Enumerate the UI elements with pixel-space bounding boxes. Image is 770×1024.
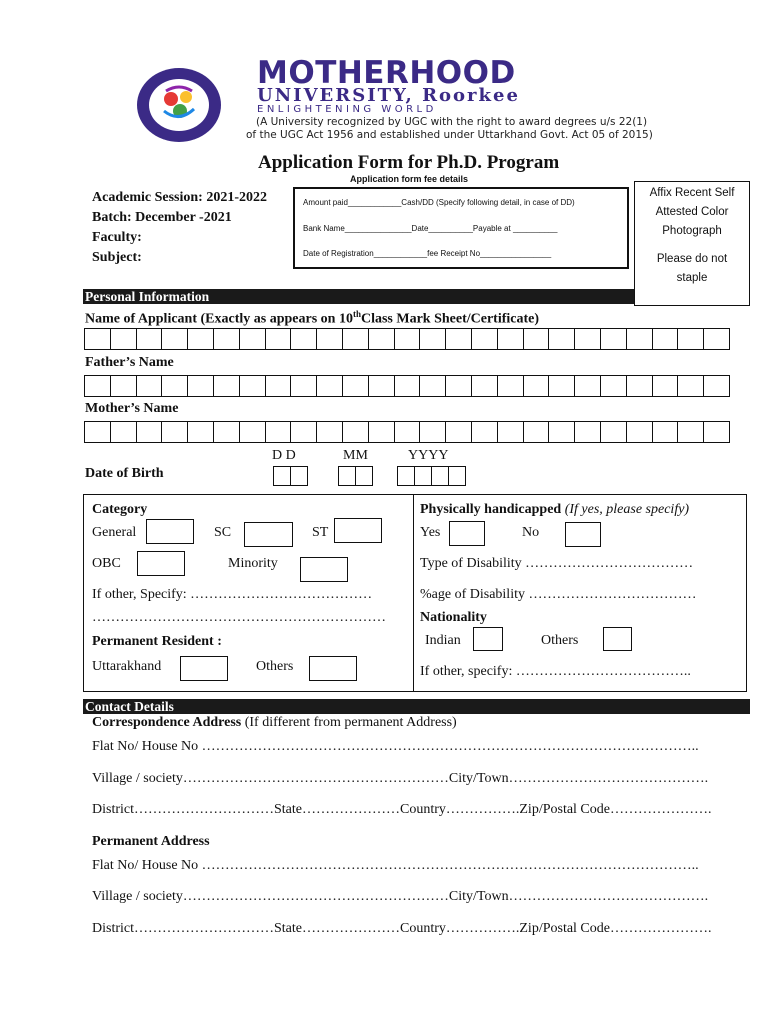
grid-cell[interactable] [419,328,446,350]
grid-cell[interactable] [161,328,188,350]
faculty-label: Faculty: [92,230,142,245]
general-checkbox[interactable] [146,519,194,544]
grid-cell[interactable] [213,328,240,350]
grid-cell[interactable] [136,328,163,350]
dob-yyyy-label: YYYY [408,448,449,463]
obc-checkbox[interactable] [137,551,185,576]
perm-flat-field[interactable]: Flat No/ House No …………………………………………………………………………………………….. [92,858,699,873]
grid-cell[interactable] [419,375,446,397]
applicant-label-sup: th [352,309,361,319]
disability-percent-field[interactable]: %age of Disability ……………………………… [420,587,697,602]
grid-cell[interactable] [84,421,111,443]
dob-label: Date of Birth [85,466,164,481]
grid-cell[interactable] [316,375,343,397]
grid-cell[interactable] [239,421,266,443]
grid-cell[interactable] [523,375,550,397]
uttarakhand-checkbox[interactable] [180,656,228,681]
general-label: General [92,525,137,540]
nationality-title: Nationality [420,610,487,625]
academic-session: Academic Session: 2021-2022 [92,190,267,205]
handicap-no-label: No [522,525,540,540]
grid-cell[interactable] [677,328,704,350]
grid-cell[interactable] [136,421,163,443]
grid-cell[interactable] [574,421,601,443]
handicap-yes-checkbox[interactable] [449,521,485,546]
grid-cell[interactable] [600,328,627,350]
grid-cell[interactable] [110,375,137,397]
dob-dd-label: D D [272,448,296,463]
fee-line-1: Amount paid____________Cash/DD (Specify following detail, in case of DD) [303,198,575,207]
grid-cell[interactable] [652,328,679,350]
grid-cell[interactable] [445,421,472,443]
grid-cell[interactable] [355,466,373,486]
resident-others-label: Others [256,659,294,674]
correspondence-note: (If different from permanent Address) [244,715,457,730]
photo-line-1: Affix Recent Self [649,187,735,199]
fee-line-2: Bank Name_______________Date__________Payable at __________ [303,224,558,233]
grid-cell[interactable] [574,328,601,350]
grid-cell[interactable] [548,375,575,397]
grid-cell[interactable] [548,328,575,350]
grid-cell[interactable] [548,421,575,443]
minority-checkbox[interactable] [300,557,348,582]
grid-cell[interactable] [652,421,679,443]
fee-line-3: Date of Registration____________fee Receipt No________________ [303,249,552,258]
perm-village-field[interactable]: Village / society…………………………………………………City/Town……………………………………. [92,889,709,904]
category-other-specify[interactable]: If other, Specify: ………………………………… [92,587,373,602]
grid-cell[interactable] [84,328,111,350]
grid-cell[interactable] [290,421,317,443]
photo-line-5: staple [676,272,708,284]
dob-mm-grid[interactable] [339,466,373,486]
grid-cell[interactable] [273,466,291,486]
grid-cell[interactable] [368,375,395,397]
grid-cell[interactable] [397,466,415,486]
grid-cell[interactable] [471,375,498,397]
grid-cell[interactable] [136,375,163,397]
fee-details-title: Application form fee details [350,174,469,184]
indian-label: Indian [425,633,461,648]
obc-label: OBC [92,556,121,571]
father-name-grid[interactable] [85,375,730,397]
sc-label: SC [214,525,232,540]
minority-label: Minority [228,556,278,571]
grid-cell[interactable] [574,375,601,397]
recognition-line-1: (A University recognized by UGC with the right to award degrees u/s 22(1) [256,116,648,128]
handicap-title-note: (If yes, please specify) [564,502,690,517]
panel-divider [413,494,414,692]
st-label: ST [312,525,329,540]
grid-cell[interactable] [342,375,369,397]
handicap-title [420,502,689,518]
grid-cell[interactable] [394,328,421,350]
grid-cell[interactable] [394,421,421,443]
grid-cell[interactable] [368,328,395,350]
grid-cell[interactable] [626,328,653,350]
grid-cell[interactable] [600,375,627,397]
corr-district-field[interactable]: District…………………………State…………………Country…………….Zip/Postal Code…………………. [92,802,712,817]
grid-cell[interactable] [265,328,292,350]
grid-cell[interactable] [471,421,498,443]
sc-checkbox[interactable] [244,522,293,547]
grid-cell[interactable] [213,375,240,397]
photo-line-4: Please do not [656,253,728,265]
handicap-no-checkbox[interactable] [565,522,601,547]
grid-cell[interactable] [419,421,446,443]
grid-cell[interactable] [497,328,524,350]
grid-cell[interactable] [523,421,550,443]
handicap-title-text: Physically handicapped [420,502,562,517]
category-other-line[interactable]: ……………………………………………………… [92,610,386,625]
grid-cell[interactable] [187,375,214,397]
grid-cell[interactable] [239,375,266,397]
grid-cell[interactable] [497,375,524,397]
grid-cell[interactable] [626,421,653,443]
personal-info-header: Personal Information [83,289,634,304]
disability-type-field[interactable]: Type of Disability ……………………………… [420,556,694,571]
grid-cell[interactable] [703,421,730,443]
handicap-yes-label: Yes [420,525,441,540]
st-checkbox[interactable] [334,518,382,543]
applicant-name-label [85,309,539,328]
grid-cell[interactable] [677,421,704,443]
grid-cell[interactable] [626,375,653,397]
grid-cell[interactable] [703,328,730,350]
grid-cell[interactable] [431,466,449,486]
grid-cell[interactable] [290,328,317,350]
correspondence-title [92,715,457,731]
grid-cell[interactable] [342,421,369,443]
university-subname: UNIVERSITY, Roorkee [257,85,520,106]
photo-line-2: Attested Color [655,206,729,218]
dob-dd-grid[interactable] [274,466,308,486]
dob-yyyy-grid[interactable] [398,466,466,486]
indian-checkbox[interactable] [473,627,503,651]
applicant-label-text: Name of Applicant (Exactly as appears on 10 [85,311,353,327]
grid-cell[interactable] [448,466,466,486]
grid-cell[interactable] [187,328,214,350]
recognition-line-2: of the UGC Act 1956 and established under Uttarkhand Govt. Act 05 of 2015) [246,129,653,141]
applicant-name-grid[interactable] [85,328,730,350]
dob-mm-label: MM [343,448,368,463]
fee-details-box [293,187,629,269]
photo-box[interactable] [634,181,750,306]
university-name: MOTHERHOOD [257,55,516,91]
correspondence-title-text: Correspondence Address [92,715,242,730]
grid-cell[interactable] [265,375,292,397]
subject-label: Subject: [92,250,142,265]
grid-cell[interactable] [652,375,679,397]
recognition-text [246,116,766,142]
grid-cell[interactable] [213,421,240,443]
permanent-address-title: Permanent Address [92,834,210,849]
corr-village-field[interactable]: Village / society…………………………………………………City/Town……………………………………. [92,771,709,786]
grid-cell[interactable] [677,375,704,397]
grid-cell[interactable] [600,421,627,443]
resident-others-checkbox[interactable] [309,656,357,681]
permanent-resident-label: Permanent Resident : [92,634,222,649]
grid-cell[interactable] [368,421,395,443]
grid-cell[interactable] [161,375,188,397]
category-title: Category [92,502,148,517]
university-motto: ENLIGHTENING WORLD [257,104,437,115]
grid-cell[interactable] [497,421,524,443]
uttarakhand-label: Uttarakhand [92,659,162,674]
grid-cell[interactable] [110,328,137,350]
corr-flat-field[interactable]: Flat No/ House No …………………………………………………………………………………………….. [92,739,699,754]
perm-district-field[interactable]: District…………………………State…………………Country…………….Zip/Postal Code…………………. [92,921,712,936]
nationality-other-specify[interactable]: If other, specify: ……………………………….. [420,664,691,679]
mother-name-grid[interactable] [85,421,730,443]
grid-cell[interactable] [445,375,472,397]
grid-cell[interactable] [110,421,137,443]
grid-cell[interactable] [394,375,421,397]
grid-cell[interactable] [523,328,550,350]
university-logo [136,67,222,143]
father-name-label: Father’s Name [85,355,174,370]
grid-cell[interactable] [316,328,343,350]
grid-cell[interactable] [239,328,266,350]
nationality-others-checkbox[interactable] [603,627,632,651]
grid-cell[interactable] [338,466,356,486]
nationality-others-label: Others [541,633,579,648]
grid-cell[interactable] [445,328,472,350]
mother-name-label: Mother’s Name [85,401,179,416]
grid-cell[interactable] [290,375,317,397]
grid-cell[interactable] [316,421,343,443]
grid-cell[interactable] [265,421,292,443]
applicant-label-text-2: Class Mark Sheet/Certificate) [360,311,540,327]
grid-cell[interactable] [187,421,214,443]
grid-cell[interactable] [703,375,730,397]
grid-cell[interactable] [471,328,498,350]
form-title: Application Form for Ph.D. Program [258,152,560,173]
grid-cell[interactable] [342,328,369,350]
grid-cell[interactable] [290,466,308,486]
contact-details-header: Contact Details [83,699,750,714]
grid-cell[interactable] [84,375,111,397]
batch: Batch: December -2021 [92,210,232,225]
grid-cell[interactable] [161,421,188,443]
photo-line-3: Photograph [662,225,722,237]
grid-cell[interactable] [414,466,432,486]
